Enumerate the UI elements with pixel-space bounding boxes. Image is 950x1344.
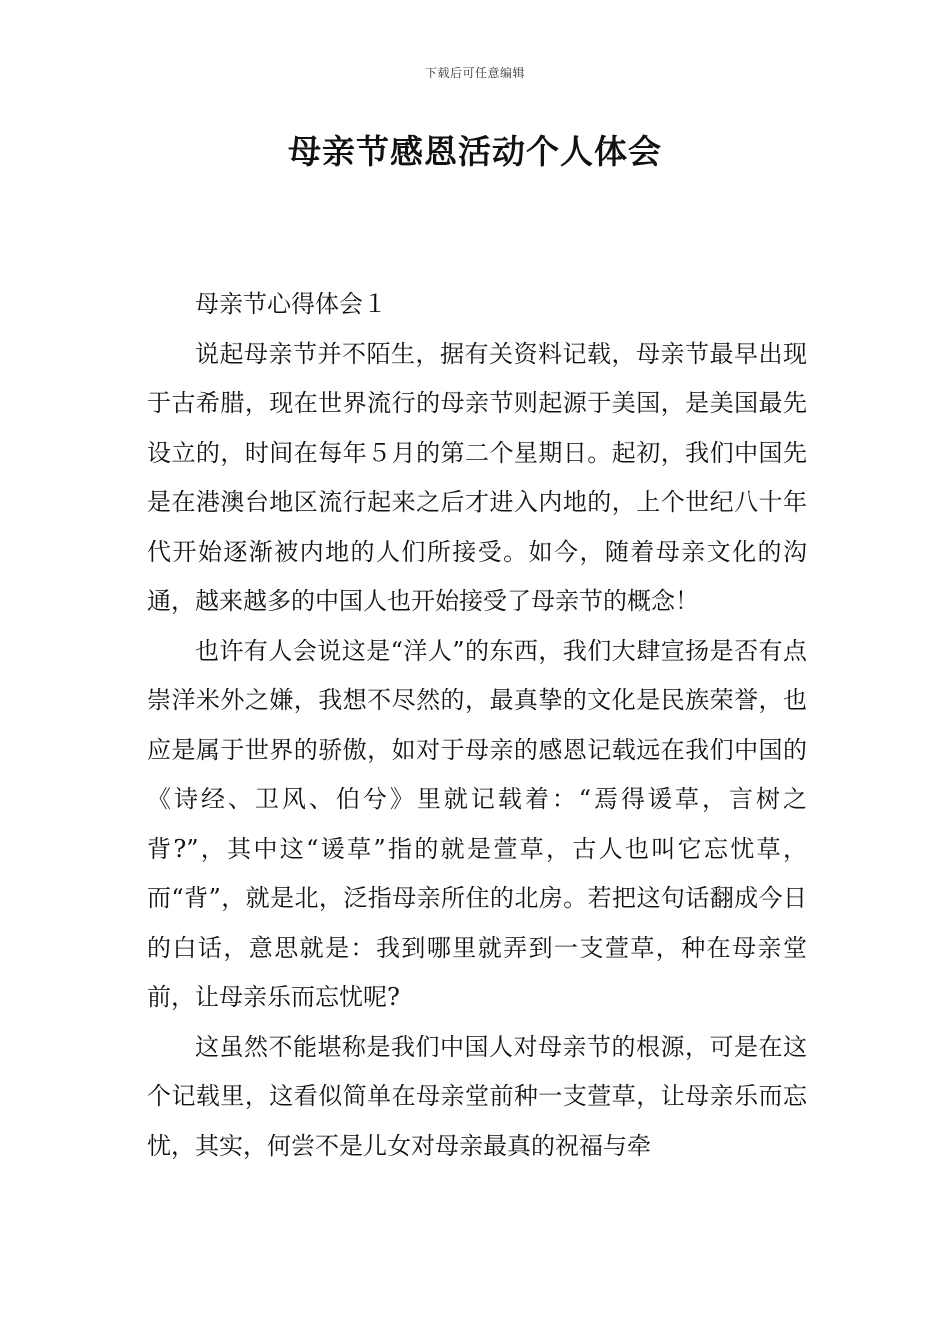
document-body [147, 280, 807, 1171]
paragraph-3: 这虽然不能堪称是我们中国人对母亲节的根源，可是在这个记载里，这看似简单在母亲堂前种一支萱草，让母亲乐而忘忧，其实，何尝不是儿女对母亲最真的祝福与牵 [147, 1032, 807, 1160]
document-title: 母亲节感恩活动个人体会 [288, 132, 662, 171]
paragraph-2: 也许有人会说这是“洋人”的东西，我们大肆宣扬是否有点崇洋米外之嫌，我想不尽然的，最真挚的文化是民族荣誉，也应是属于世界的骄傲，如对于母亲的感恩记载远在我们中国的《诗经、卫风、伯兮》里就记载着：“焉得谖草，言树之背?”，其中这“谖草”指的就是萱草，古人也叫它忘忧草，而“背”，就是北，泛指母亲所住的北房。若把这句话翻成今日的白话，意思就是：我到哪里就弄到一支萱草，种在母亲堂前，让母亲乐而忘忧呢? [147, 636, 807, 1011]
section-heading: 母亲节心得体会１ [195, 290, 387, 318]
header-note: 下载后可任意编辑 [424, 66, 525, 80]
paragraph-1: 说起母亲节并不陌生，据有关资料记载，母亲节最早出现于古希腊，现在世界流行的母亲节则起源于美国，是美国最先设立的，时间在每年５月的第二个星期日。起初，我们中国先是在港澳台地区流行起来之后才进入内地的，上个世纪八十年代开始逐渐被内地的人们所接受。如今，随着母亲文化的沟通，越来越多的中国人也开始接受了母亲节的概念！ [147, 339, 807, 615]
